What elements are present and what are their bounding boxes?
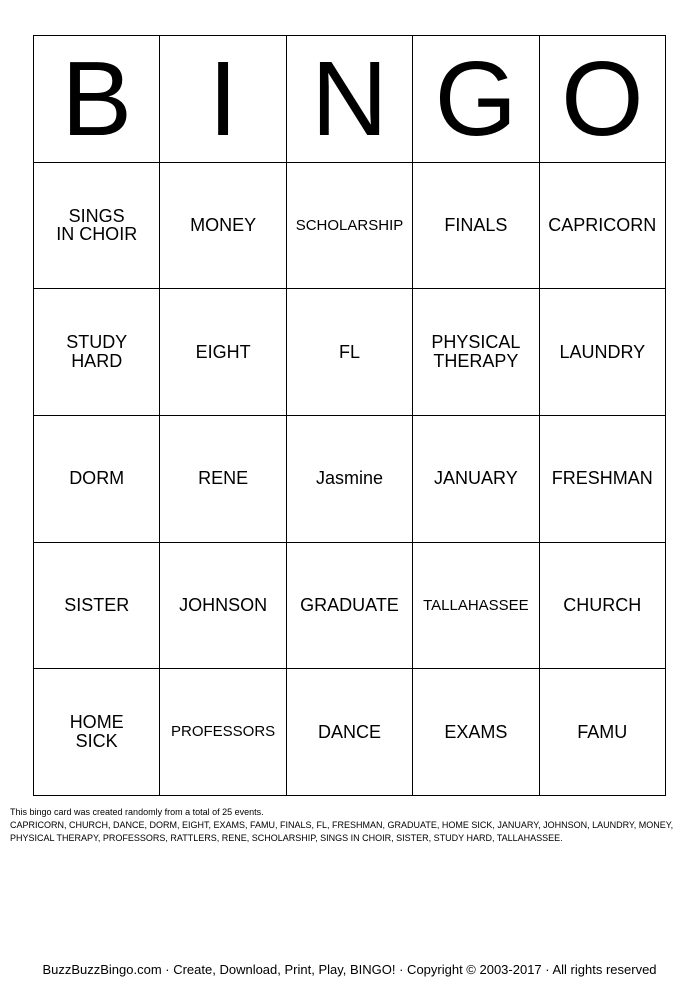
bingo-cell: TALLAHASSEE	[413, 543, 539, 670]
bingo-cell: FRESHMAN	[540, 416, 666, 543]
bingo-cell: SINGS IN CHOIR	[34, 163, 160, 290]
bingo-cell: RENE	[160, 416, 286, 543]
bingo-cell: JANUARY	[413, 416, 539, 543]
bingo-cell: PHYSICAL THERAPY	[413, 289, 539, 416]
bingo-cell: GRADUATE	[287, 543, 413, 670]
bingo-cell: FL	[287, 289, 413, 416]
bingo-cell: EXAMS	[413, 669, 539, 796]
header-letter-b: B	[34, 36, 160, 163]
header-letter-n: N	[287, 36, 413, 163]
bingo-cell: HOME SICK	[34, 669, 160, 796]
bingo-cell: STUDY HARD	[34, 289, 160, 416]
page-footer: BuzzBuzzBingo.com · Create, Download, Print, Play, BINGO! · Copyright © 2003-2017 · All rights reserved	[42, 962, 657, 977]
bingo-cell: EIGHT	[160, 289, 286, 416]
bingo-cell: CHURCH	[540, 543, 666, 670]
header-letter-i: I	[160, 36, 286, 163]
bingo-cell: SCHOLARSHIP	[287, 163, 413, 290]
bingo-cell: Jasmine	[287, 416, 413, 543]
header-letter-g: G	[413, 36, 539, 163]
bingo-cell: SISTER	[34, 543, 160, 670]
bingo-cell: CAPRICORN	[540, 163, 666, 290]
note-summary: This bingo card was created randomly from a total of 25 events.	[10, 807, 264, 817]
bingo-cell: DANCE	[287, 669, 413, 796]
bingo-cell: PROFESSORS	[160, 669, 286, 796]
bingo-cell: DORM	[34, 416, 160, 543]
bingo-cell: FAMU	[540, 669, 666, 796]
bingo-cell: MONEY	[160, 163, 286, 290]
card-note	[10, 806, 690, 845]
header-letter-o: O	[540, 36, 666, 163]
bingo-cell: FINALS	[413, 163, 539, 290]
bingo-cell: LAUNDRY	[540, 289, 666, 416]
bingo-card	[33, 35, 666, 796]
bingo-cell: JOHNSON	[160, 543, 286, 670]
note-event-list: CAPRICORN, CHURCH, DANCE, DORM, EIGHT, EXAMS, FAMU, FINALS, FL, FRESHMAN, GRADUATE, HOME SICK, JANUARY, JOHNSON, LAUNDRY, MONEY, PHYSICAL THERAPY, PROFESSORS, RATTLERS, RENE, SCHOLARSHIP, SINGS IN CHOIR, SISTER, STUDY HARD, TALLAHASSEE.	[10, 820, 674, 843]
